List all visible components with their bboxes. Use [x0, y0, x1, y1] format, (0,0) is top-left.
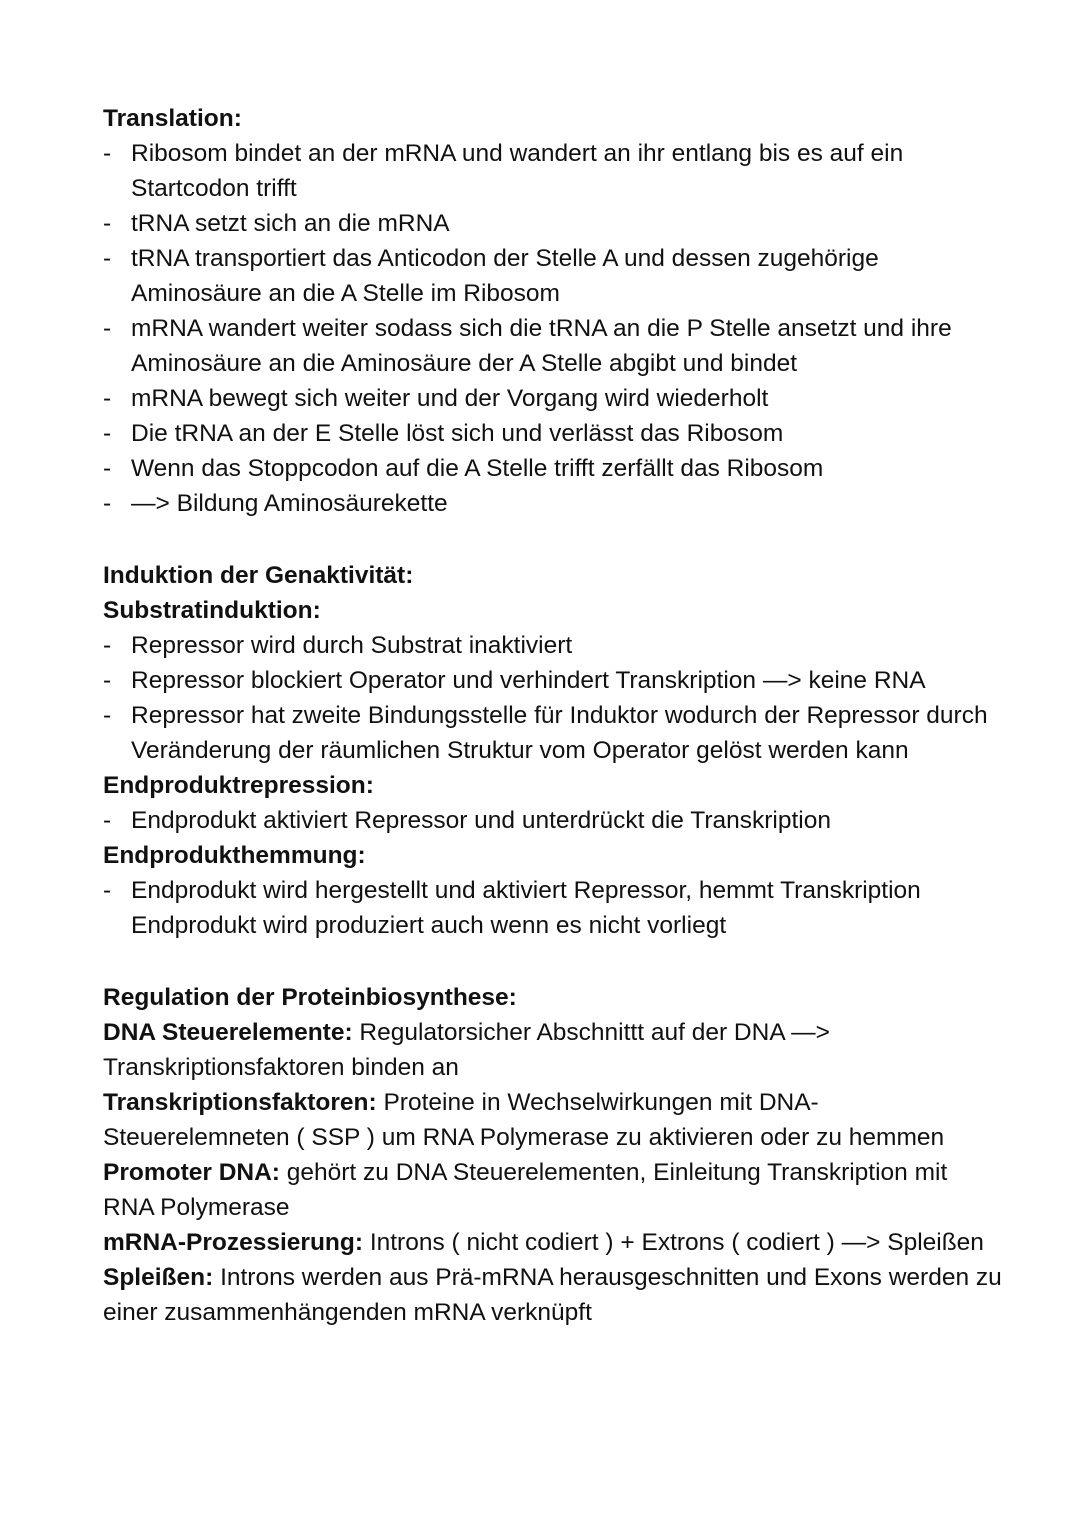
regulation-section	[103, 980, 1003, 1330]
translation-list	[103, 136, 1003, 521]
definition-term: DNA Steuerelemente:	[103, 1019, 353, 1046]
endprodukthemmung-heading: Endprodukthemmung:	[103, 842, 366, 869]
bullet-dash: -	[103, 877, 112, 904]
list-item: - Repressor wird durch Substrat inaktiviert	[103, 628, 1003, 663]
substratinduktion-list	[103, 628, 1003, 768]
section-spacer	[103, 943, 1003, 980]
list-item: - Repressor blockiert Operator und verhindert Transkription —> keine RNA	[103, 663, 1003, 698]
regulation-heading: Regulation der Proteinbiosynthese:	[103, 984, 517, 1011]
list-item: - Wenn das Stoppcodon auf die A Stelle trifft zerfällt das Ribosom	[103, 451, 1003, 486]
definition-item	[103, 1085, 1003, 1155]
definition-text: gehört zu DNA Steuerelementen, Einleitung Transkription mit RNA Polymerase	[103, 1159, 948, 1221]
list-item: - —> Bildung Aminosäurekette	[103, 486, 1003, 521]
induktion-section	[103, 558, 1003, 943]
definition-text: Introns werden aus Prä-mRNA herausgeschnitten und Exons werden zu einer zusammenhängenden mRNA verknüpft	[103, 1264, 1002, 1326]
bullet-dash: -	[103, 702, 112, 729]
definition-term: Promoter DNA:	[103, 1159, 280, 1186]
definition-item	[103, 1015, 1003, 1085]
bullet-dash: -	[103, 315, 112, 342]
list-item: - Endprodukt wird hergestellt und aktiviert Repressor, hemmt Transkription Endprodukt wird produziert auch wenn es nicht vorliegt	[103, 873, 1003, 943]
definition-term: Transkriptionsfaktoren:	[103, 1089, 377, 1116]
substratinduktion-heading: Substratinduktion:	[103, 597, 321, 624]
endproduktrepression-heading: Endproduktrepression:	[103, 772, 374, 799]
definition-term: Spleißen:	[103, 1264, 214, 1291]
bullet-dash: -	[103, 807, 112, 834]
definition-text: Regulatorsicher Abschnittt auf der DNA —> Transkriptionsfaktoren binden an	[103, 1019, 830, 1081]
bullet-dash: -	[103, 210, 112, 237]
bullet-dash: -	[103, 140, 112, 167]
bullet-dash: -	[103, 632, 112, 659]
list-item: - tRNA setzt sich an die mRNA	[103, 206, 1003, 241]
bullet-dash: -	[103, 245, 112, 272]
list-item: - Die tRNA an der E Stelle löst sich und verlässt das Ribosom	[103, 416, 1003, 451]
definition-item	[103, 1225, 1003, 1260]
definition-item	[103, 1260, 1003, 1330]
induktion-heading: Induktion der Genaktivität:	[103, 562, 414, 589]
translation-heading: Translation:	[103, 105, 242, 132]
list-item: - mRNA wandert weiter sodass sich die tRNA an die P Stelle ansetzt und ihre Aminosäure an die Aminosäure der A Stelle abgibt und bindet	[103, 311, 1003, 381]
bullet-dash: -	[103, 420, 112, 447]
endprodukthemmung-list	[103, 873, 1003, 943]
definition-term: mRNA-Prozessierung:	[103, 1229, 364, 1256]
list-item: - Endprodukt aktiviert Repressor und unterdrückt die Transkription	[103, 803, 1003, 838]
bullet-dash: -	[103, 455, 112, 482]
list-item: - Repressor hat zweite Bindungsstelle für Induktor wodurch der Repressor durch Veränderung der räumlichen Struktur vom Operator gelöst werden kann	[103, 698, 1003, 768]
bullet-dash: -	[103, 490, 112, 517]
definition-text: Introns ( nicht codiert ) + Extrons ( codiert ) —> Spleißen	[363, 1229, 984, 1256]
list-item: - Ribosom bindet an der mRNA und wandert an ihr entlang bis es auf ein Startcodon trifft	[103, 136, 1003, 206]
translation-section	[103, 101, 1003, 521]
document-page	[103, 101, 1003, 1330]
bullet-dash: -	[103, 667, 112, 694]
list-item: - tRNA transportiert das Anticodon der Stelle A und dessen zugehörige Aminosäure an die A Stelle im Ribosom	[103, 241, 1003, 311]
endproduktrepression-list	[103, 803, 1003, 838]
section-spacer	[103, 521, 1003, 558]
list-item: - mRNA bewegt sich weiter und der Vorgang wird wiederholt	[103, 381, 1003, 416]
definition-text: Proteine in Wechselwirkungen mit DNA-Steuerelemneten ( SSP ) um RNA Polymerase zu aktivieren oder zu hemmen	[103, 1089, 945, 1151]
definition-item	[103, 1155, 1003, 1225]
bullet-dash: -	[103, 385, 112, 412]
